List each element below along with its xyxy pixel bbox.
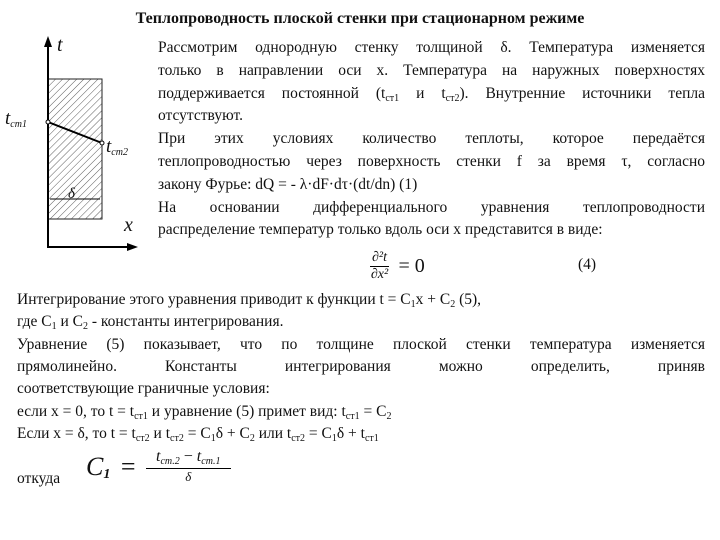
subscript: ст2 xyxy=(291,432,306,444)
thickness-label: δ xyxy=(68,186,75,202)
subscript: 1 xyxy=(51,321,57,333)
text-segment: прямолинейно. Константы интегрирования можно определить, приняв xyxy=(17,357,705,375)
text-segment: и t xyxy=(149,424,171,442)
text-segment: = C xyxy=(305,424,332,442)
text-segment: На основании дифференциального уравнения теплопроводности xyxy=(158,198,705,216)
text-segment: (5), xyxy=(455,291,482,308)
subscript: ст2 xyxy=(135,432,150,444)
subscript: 2 xyxy=(249,432,255,444)
subscript: ст2 xyxy=(445,92,460,104)
text-line xyxy=(17,379,270,399)
text-segment: Если x = δ, то t = t xyxy=(17,424,136,442)
text-segment: δ + C xyxy=(215,424,250,442)
subscript: 1 xyxy=(210,432,216,444)
subscript: 2 xyxy=(386,410,392,422)
text-segment: = C xyxy=(183,424,211,442)
subscript: 1 xyxy=(331,432,337,444)
eq4-denominator: ∂x² xyxy=(370,267,389,282)
text-segment: распределение температур только вдоль оси x представится в виде: xyxy=(158,221,603,239)
text-segment: отсутствуют. xyxy=(158,107,243,125)
equation-4 xyxy=(370,250,425,283)
eq4-numerator: ∂²t xyxy=(372,250,388,265)
text-line xyxy=(158,175,417,195)
subscript: ст2 xyxy=(170,432,184,444)
x-axis-arrow-icon xyxy=(127,243,138,251)
text-segment: закону Фурье: dQ = - λ·dF·dτ·(dt/dn) (1) xyxy=(158,175,418,193)
text-segment: Рассмотрим однородную стенку толщиной δ. Температура изменяется xyxy=(158,39,705,56)
text-segment: ). Внутренние источники тепла xyxy=(459,84,705,102)
text-segment: Уравнение (5) показывает, что по толщине плоской стенки температура изменяется xyxy=(17,335,705,353)
text-segment: δ + t xyxy=(336,424,365,442)
text-segment: и C xyxy=(56,313,83,331)
text-segment: если x = 0, то t = t xyxy=(17,402,135,420)
text-line xyxy=(158,106,243,126)
text-segment: - константы интегрирования. xyxy=(87,313,284,331)
subscript: ст1 xyxy=(345,410,360,422)
text-segment: или t xyxy=(254,424,292,442)
text-segment: и t xyxy=(399,84,446,102)
axis-x-label: x xyxy=(124,214,133,236)
c1-formula: $C_1$ = $t_{ст.2} - t_{ст.1}$ δ xyxy=(86,448,231,485)
subscript: ст1 xyxy=(385,92,400,104)
text-line xyxy=(158,198,705,218)
text-line xyxy=(158,152,705,172)
label-t-wall-2: $t_{ст2}$ xyxy=(106,136,128,158)
subscript: ст1 xyxy=(364,432,379,444)
subscript: 1 xyxy=(410,299,416,310)
text-line xyxy=(17,312,283,332)
text-line xyxy=(158,84,705,104)
text-segment: Интегрирование этого уравнения приводит к функции t = C xyxy=(17,291,411,308)
eq4-rhs: = 0 xyxy=(398,255,425,277)
text-segment: поддерживается постоянной (t xyxy=(158,84,386,102)
text-segment: При этих условиях количество теплоты, которое передаётся xyxy=(158,130,705,148)
subscript: ст1 xyxy=(134,410,148,422)
subscript: 2 xyxy=(450,299,456,310)
text-segment: x + C xyxy=(415,291,451,308)
page-title: Теплопроводность плоской стенки при стационарном режиме xyxy=(135,10,585,27)
text-line xyxy=(17,335,705,355)
text-line xyxy=(17,357,705,377)
t-axis-arrow-icon xyxy=(44,36,52,47)
text-segment: = C xyxy=(359,402,387,420)
subscript: 2 xyxy=(82,321,88,333)
axis-t-label: t xyxy=(57,34,63,56)
text-segment: где C xyxy=(17,313,52,331)
label-t-wall-1: $t_{ст1}$ xyxy=(5,108,27,130)
text-line xyxy=(158,220,603,240)
text-line xyxy=(158,61,705,81)
text-line xyxy=(17,424,379,444)
text-segment: и уравнение (5) примет вид: t xyxy=(147,402,346,420)
text-segment: соответствующие граничные условия: xyxy=(17,380,270,398)
text-segment: теплопроводностью через поверхность стенки f за время τ, согласно xyxy=(158,153,705,170)
wall-hatched xyxy=(48,79,102,219)
text-line xyxy=(158,38,705,58)
eq4-number: (4) xyxy=(578,256,597,273)
final-word: откуда xyxy=(17,470,61,487)
text-line xyxy=(158,129,705,149)
text-segment: только в направлении оси x. Температура на наружных поверхностях xyxy=(158,61,705,79)
text-line xyxy=(17,290,481,310)
text-line xyxy=(17,402,391,422)
